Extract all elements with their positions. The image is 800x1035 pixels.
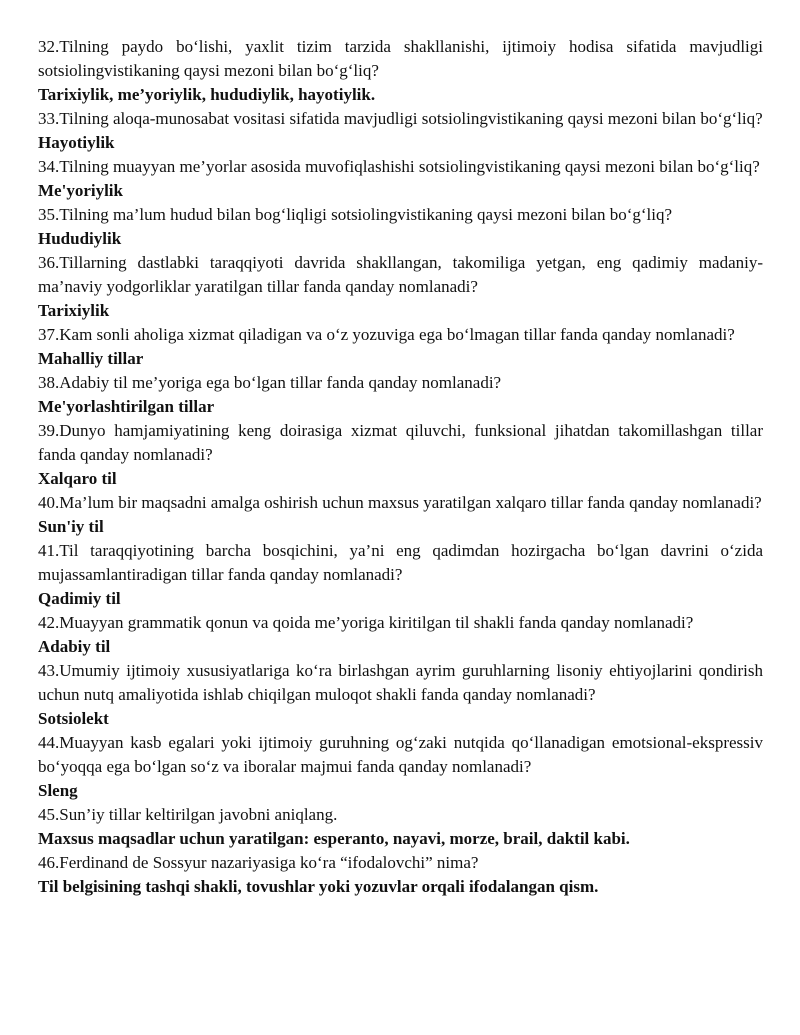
answer-33: Hayotiylik xyxy=(38,133,115,152)
qa-item-32 xyxy=(38,35,763,107)
qa-item-36 xyxy=(38,251,763,323)
qa-item-45 xyxy=(38,803,763,851)
answer-46: Til belgisining tashqi shakli, tovushlar yoki yozuvlar orqali ifodalangan qism. xyxy=(38,877,599,896)
qa-item-38 xyxy=(38,371,763,419)
qa-item-37 xyxy=(38,323,763,371)
qa-item-40 xyxy=(38,491,763,539)
qa-item-34 xyxy=(38,155,763,203)
qa-item-41 xyxy=(38,539,763,611)
document-page xyxy=(38,35,763,899)
answer-36: Tarixiylik xyxy=(38,301,110,320)
qa-item-46 xyxy=(38,851,763,899)
question-33: 33.Tilning aloqa-munosabat vositasi sifatida mavjudligi sotsiolingvistikaning qaysi mezoni bilan bo‘g‘liq? xyxy=(38,109,763,128)
question-46: 46.Ferdinand de Sossyur nazariyasiga ko‘ra “ifodalovchi” nima? xyxy=(38,853,479,872)
question-43: 43.Umumiy ijtimoiy xususiyatlariga ko‘ra birlashgan ayrim guruhlarning lisoniy ehtiyojlarini qondirish uchun nutq amaliyotida ishlab chiqilgan muloqot shakli fanda qanday nomlanadi? xyxy=(38,661,763,704)
answer-39: Xalqaro til xyxy=(38,469,117,488)
question-41: 41.Til taraqqiyotining barcha bosqichini, ya’ni eng qadimdan hozirgacha bo‘lgan davrini o‘zida mujassamlantiradigan tillar fanda qanday nomlanadi? xyxy=(38,541,763,584)
question-39: 39.Dunyo hamjamiyatining keng doirasiga xizmat qiluvchi, funksional jihatdan takomillashgan tillar fanda qanday nomlanadi? xyxy=(38,421,763,464)
question-36: 36.Tillarning dastlabki taraqqiyoti davrida shakllangan, takomiliga yetgan, eng qadimiy madaniy-ma’naviy yodgorliklar yaratilgan tillar fanda qanday nomlanadi? xyxy=(38,253,763,296)
answer-45: Maxsus maqsadlar uchun yaratilgan: esperanto, nayavi, morze, brail, daktil kabi. xyxy=(38,829,630,848)
question-37: 37.Kam sonli aholiga xizmat qiladigan va o‘z yozuviga ega bo‘lmagan tillar fanda qanday nomlanadi? xyxy=(38,325,735,344)
qa-item-33 xyxy=(38,107,763,155)
question-44: 44.Muayyan kasb egalari yoki ijtimoiy guruhning og‘zaki nutqida qo‘llanadigan emotsional-ekspressiv bo‘yoqqa ega bo‘lgan so‘z va iboralar majmui fanda qanday nomlanadi? xyxy=(38,733,763,776)
question-40: 40.Ma’lum bir maqsadni amalga oshirish uchun maxsus yaratilgan xalqaro tillar fanda qanday nomlanadi? xyxy=(38,493,762,512)
question-32: 32.Tilning paydo bo‘lishi, yaxlit tizim tarzida shakllanishi, ijtimoiy hodisa sifatida mavjudligi sotsiolingvistikaning qaysi mezoni bilan bo‘g‘liq? xyxy=(38,37,763,80)
answer-37: Mahalliy tillar xyxy=(38,349,144,368)
answer-42: Adabiy til xyxy=(38,637,111,656)
qa-item-43 xyxy=(38,659,763,731)
question-42: 42.Muayyan grammatik qonun va qoida me’yoriga kiritilgan til shakli fanda qanday nomlanadi? xyxy=(38,613,694,632)
question-34: 34.Tilning muayyan me’yorlar asosida muvofiqlashishi sotsiolingvistikaning qaysi mezoni bilan bo‘g‘liq? xyxy=(38,157,760,176)
answer-44: Sleng xyxy=(38,781,78,800)
qa-item-35 xyxy=(38,203,763,251)
qa-item-44 xyxy=(38,731,763,803)
answer-32: Tarixiylik, me’yoriylik, hududiylik, hayotiylik. xyxy=(38,85,376,104)
answer-35: Hududiylik xyxy=(38,229,122,248)
question-38: 38.Adabiy til me’yoriga ega bo‘lgan tillar fanda qanday nomlanadi? xyxy=(38,373,502,392)
question-45: 45.Sun’iy tillar keltirilgan javobni aniqlang. xyxy=(38,805,338,824)
question-35: 35.Tilning ma’lum hudud bilan bog‘liqligi sotsiolingvistikaning qaysi mezoni bilan bo‘g‘liq? xyxy=(38,205,673,224)
answer-43: Sotsiolekt xyxy=(38,709,109,728)
answer-41: Qadimiy til xyxy=(38,589,121,608)
answer-34: Me'yoriylik xyxy=(38,181,123,200)
answer-38: Me'yorlashtirilgan tillar xyxy=(38,397,215,416)
qa-item-39 xyxy=(38,419,763,491)
qa-item-42 xyxy=(38,611,763,659)
answer-40: Sun'iy til xyxy=(38,517,104,536)
